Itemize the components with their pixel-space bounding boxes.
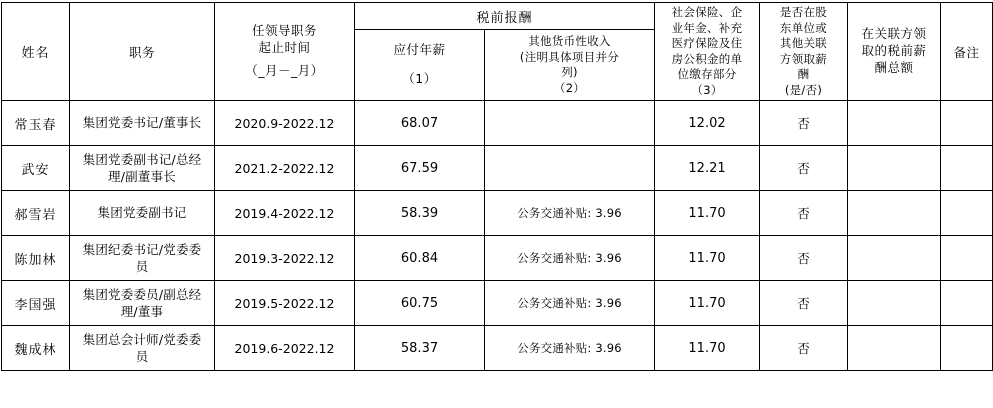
cell-shareholder-pay: 否	[760, 191, 848, 236]
header-related-party-line3: 酬总额	[874, 59, 914, 75]
table-row	[2, 281, 993, 326]
cell-related-party-total	[848, 191, 941, 236]
cell-shareholder-pay: 否	[760, 326, 848, 371]
cell-position: 集团党委书记/董事长	[70, 101, 215, 146]
cell-annual-salary: 68.07	[355, 101, 485, 146]
cell-position-line2: 理/副董事长	[108, 169, 176, 185]
cell-social-insurance: 12.02	[655, 101, 760, 146]
header-shareholder-pay	[760, 3, 848, 101]
cell-related-party-total	[848, 146, 941, 191]
cell-position-line1: 集团党委委员/副总经	[82, 286, 202, 302]
table-row	[2, 101, 993, 146]
header-shareholder-line3: 其他关联	[779, 36, 828, 51]
cell-position-line2: 员	[135, 349, 149, 365]
header-other-income	[485, 30, 655, 101]
cell-position: 集团党委副书记	[70, 191, 215, 236]
cell-name: 常玉春	[2, 101, 70, 146]
header-start-end-time	[215, 3, 355, 101]
cell-position-line2: 员	[135, 259, 149, 275]
cell-remark	[941, 281, 993, 326]
header-annual-salary-line1: 应付年薪	[393, 42, 446, 58]
header-annual-salary-line2: （1）	[402, 71, 437, 87]
executive-compensation-table	[1, 2, 993, 371]
cell-social-insurance: 11.70	[655, 281, 760, 326]
header-start-end-line1: 任领导职务	[251, 23, 317, 39]
table-row	[2, 146, 993, 191]
cell-social-insurance: 11.70	[655, 326, 760, 371]
cell-other-income: 公务交通补贴: 3.96	[485, 326, 655, 371]
cell-name: 魏成林	[2, 326, 70, 371]
cell-remark	[941, 236, 993, 281]
header-shareholder-line1: 是否在股	[779, 5, 828, 19]
header-pretax-compensation: 税前报酬	[355, 3, 655, 30]
table-row	[2, 191, 993, 236]
header-row-group	[2, 3, 993, 30]
cell-name: 陈加林	[2, 236, 70, 281]
cell-remark	[941, 146, 993, 191]
table-row	[2, 236, 993, 281]
cell-remark	[941, 191, 993, 236]
cell-shareholder-pay: 否	[760, 146, 848, 191]
header-shareholder-line4: 方领取薪	[779, 51, 828, 66]
header-other-income-line3: 列)	[561, 65, 578, 80]
cell-annual-salary: 67.59	[355, 146, 485, 191]
cell-position	[70, 281, 215, 326]
cell-related-party-total	[848, 101, 941, 146]
cell-position-line1: 集团党委副书记/总经	[82, 151, 202, 167]
header-name: 姓名	[2, 3, 70, 101]
cell-name: 李国强	[2, 281, 70, 326]
cell-position	[70, 326, 215, 371]
cell-annual-salary: 58.39	[355, 191, 485, 236]
cell-period: 2019.3-2022.12	[215, 236, 355, 281]
header-social-ins-line1: 社会保险、企	[671, 5, 743, 19]
table-header	[2, 3, 993, 101]
cell-related-party-total	[848, 281, 941, 326]
cell-other-income: 公务交通补贴: 3.96	[485, 281, 655, 326]
cell-related-party-total	[848, 326, 941, 371]
cell-other-income: 公务交通补贴: 3.96	[485, 236, 655, 281]
cell-shareholder-pay: 否	[760, 236, 848, 281]
cell-shareholder-pay: 否	[760, 281, 848, 326]
cell-shareholder-pay: 否	[760, 101, 848, 146]
cell-position-line1: 集团总会计师/党委委	[82, 331, 202, 347]
cell-annual-salary: 60.84	[355, 236, 485, 281]
cell-period: 2020.9-2022.12	[215, 101, 355, 146]
cell-position-line2: 理/董事	[120, 304, 164, 320]
cell-period: 2019.6-2022.12	[215, 326, 355, 371]
cell-other-income	[485, 101, 655, 146]
header-related-party-line2: 取的税前薪	[861, 43, 927, 59]
cell-period: 2019.5-2022.12	[215, 281, 355, 326]
cell-related-party-total	[848, 236, 941, 281]
cell-remark	[941, 326, 993, 371]
header-remark: 备注	[941, 3, 993, 101]
header-start-end-line2: 起止时间	[258, 40, 311, 56]
table-row	[2, 326, 993, 371]
cell-annual-salary: 58.37	[355, 326, 485, 371]
cell-social-insurance: 11.70	[655, 236, 760, 281]
header-social-ins-line6: （3）	[691, 82, 723, 97]
header-position: 职务	[70, 3, 215, 101]
header-shareholder-line5: 酬	[797, 67, 810, 82]
cell-social-insurance: 12.21	[655, 146, 760, 191]
header-shareholder-line2: 东单位或	[779, 20, 828, 35]
header-other-income-line4: （2）	[553, 80, 586, 95]
header-related-party-line1: 在关联方领	[861, 26, 927, 42]
header-social-ins-line3: 医疗保险及住	[671, 36, 743, 51]
cell-period: 2021.2-2022.12	[215, 146, 355, 191]
cell-remark	[941, 101, 993, 146]
cell-name: 武安	[2, 146, 70, 191]
header-related-party-total	[848, 3, 941, 101]
header-social-ins-line2: 业年金、补充	[671, 20, 743, 35]
cell-position	[70, 146, 215, 191]
cell-other-income	[485, 146, 655, 191]
cell-period: 2019.4-2022.12	[215, 191, 355, 236]
cell-annual-salary: 60.75	[355, 281, 485, 326]
header-other-income-line1: 其他货币性收入	[528, 34, 611, 49]
header-social-ins-line5: 位缴存部分	[677, 67, 737, 82]
cell-other-income: 公务交通补贴: 3.96	[485, 191, 655, 236]
header-social-insurance	[655, 3, 760, 101]
header-annual-salary	[355, 30, 485, 101]
header-shareholder-line6: (是/否)	[784, 82, 823, 97]
cell-name: 郝雪岩	[2, 191, 70, 236]
table-body	[2, 101, 993, 371]
header-other-income-line2: (注明具体项目并分	[519, 49, 620, 64]
header-social-ins-line4: 房公积金的单	[671, 51, 743, 66]
cell-position-line1: 集团纪委书记/党委委	[82, 241, 202, 257]
cell-position	[70, 236, 215, 281]
cell-social-insurance: 11.70	[655, 191, 760, 236]
header-start-end-line3: （_月－_月）	[245, 62, 324, 78]
